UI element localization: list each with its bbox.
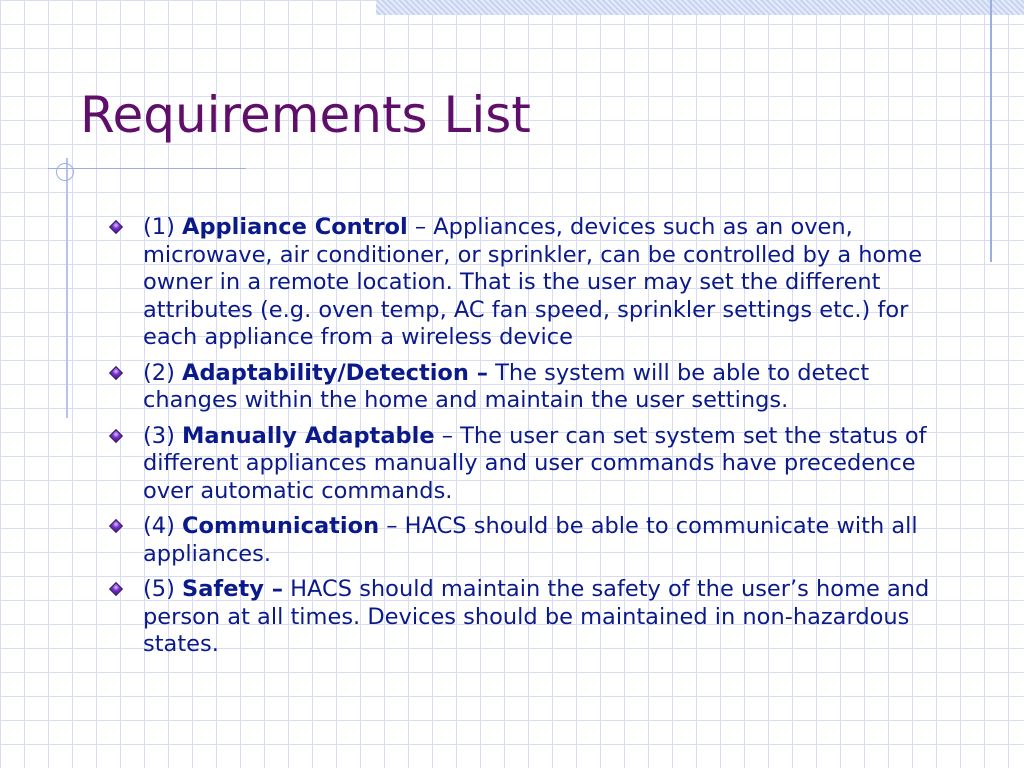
item-number: (5) [143,576,183,602]
item-number: (1) [143,214,183,240]
diamond-bullet-icon [109,582,123,596]
title-circle-ornament [56,163,74,181]
list-item [108,576,958,659]
diamond-bullet-icon [109,428,123,442]
item-description: The system will be able to detect changes within the home and maintain the user settings. [143,359,870,413]
item-number: (3) [143,422,183,449]
item-description: – HACS should be able to communicate with all appliances. [143,513,918,567]
item-term: Safety – [182,576,283,602]
item-term: Appliance Control [182,214,408,240]
left-decorative-line [66,158,68,418]
item-term: Adaptability/Detection – [182,359,488,386]
list-item [108,513,958,568]
requirements-list [108,214,958,667]
item-term: Manually Adaptable [182,422,435,449]
list-item [108,214,958,352]
list-item [108,423,958,506]
title-underline-rule [48,168,246,169]
item-description: HACS should maintain the safety of the user’s home and person at all times. Devices should be maintained in non-hazardous states. [143,576,930,657]
list-item [108,360,958,415]
item-description: – The user can set system set the status of different appliances manually and user commands have precedence over automatic commands. [143,422,927,504]
item-description: – Appliances, devices such as an oven, microwave, air conditioner, or sprinkler, can be controlled by a home owner in a remote location. That is the user may set the different attributes (e.g. oven temp, AC fan speed, sprinkler settings etc.) for each appliance from a wireless device [143,214,923,350]
diamond-bullet-icon [109,220,123,234]
item-number: (4) [143,513,183,539]
diamond-bullet-icon [109,519,123,533]
top-decorative-band [376,0,1024,15]
right-decorative-line [990,0,992,262]
item-term: Communication [182,513,380,539]
diamond-bullet-icon [109,365,123,379]
slide-title: Requirements List [80,86,531,144]
item-number: (2) [143,359,183,386]
